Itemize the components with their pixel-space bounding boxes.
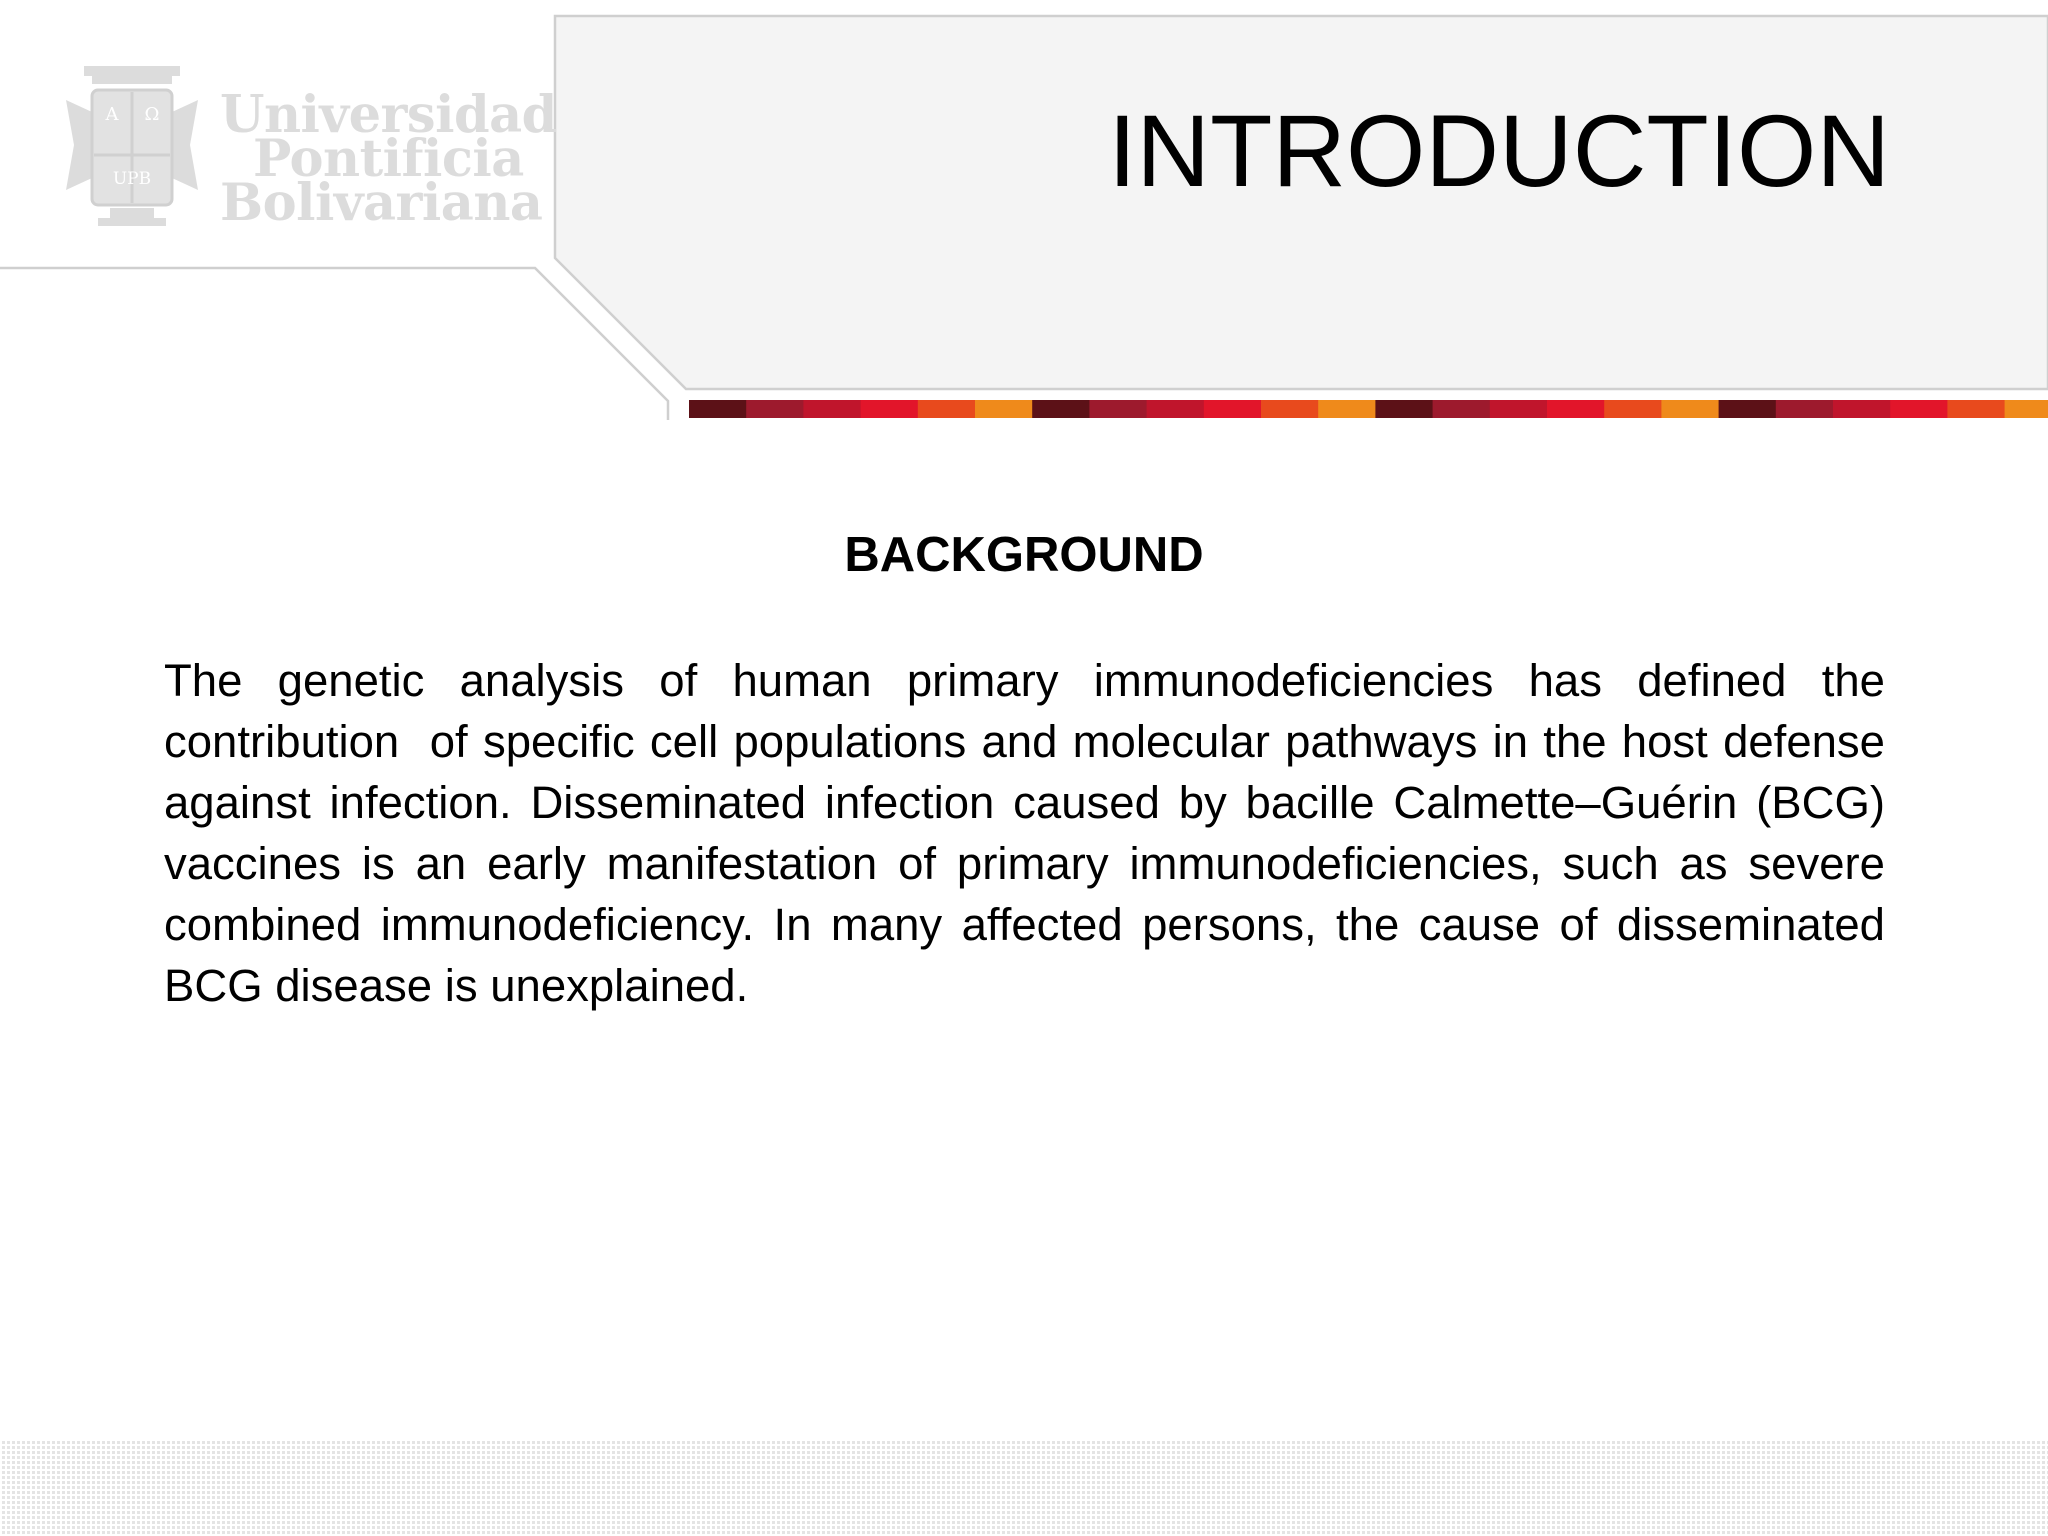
stripe-segment	[1547, 400, 1605, 418]
frame-line	[0, 268, 668, 420]
stripe-segment	[746, 400, 804, 418]
stripe-segment	[1261, 400, 1319, 418]
seal-upb: UPB	[112, 169, 152, 189]
stripe-segment	[1947, 400, 2005, 418]
stripe-segment	[1719, 400, 1777, 418]
stripe-segment	[918, 400, 976, 418]
stripe-segment	[1433, 400, 1491, 418]
stripe-segment	[1089, 400, 1147, 418]
seal-omega: Ω	[144, 104, 160, 125]
stripe-segment	[1375, 400, 1433, 418]
stripe-segment	[1776, 400, 1834, 418]
footer-pattern	[0, 1441, 2048, 1536]
section-heading: BACKGROUND	[844, 528, 1204, 582]
stripe-segment	[2005, 400, 2048, 418]
stripe-segment	[1318, 400, 1376, 418]
logo-word-universidad: Universidad	[220, 85, 557, 145]
stripe-segment	[1032, 400, 1090, 418]
stripe-segment	[1490, 400, 1548, 418]
stripe-segment	[1604, 400, 1662, 418]
color-stripe	[689, 400, 2048, 418]
university-logo	[52, 60, 557, 240]
slide-title: INTRODUCTION	[1108, 94, 1890, 208]
body-paragraph: The genetic analysis of human primary immunodeficiencies has defined the contribution of specific cell populations and molecular pathways in the host defense against infection. Disseminated infection caused by bacille Calmette–Guérin (BCG) vaccines is an early manifestation of primary immunodeficiencies, such as severe combined immunodeficiency. In many affected persons, the cause of disseminated BCG disease is unexplained.	[164, 655, 1923, 1011]
stripe-segment	[1890, 400, 1948, 418]
stripe-segment	[689, 400, 747, 418]
stripe-segment	[803, 400, 861, 418]
stripe-segment	[1147, 400, 1205, 418]
stripe-segment	[1833, 400, 1891, 418]
stripe-segment	[1661, 400, 1719, 418]
stripe-segment	[1204, 400, 1262, 418]
stripe-segment	[861, 400, 919, 418]
stripe-segment	[975, 400, 1033, 418]
seal-alpha: A	[105, 104, 119, 125]
university-seal-icon	[52, 60, 212, 230]
logo-word-pontificia: Pontificia	[253, 129, 524, 189]
logo-word-bolivariana: Bolivariana	[220, 173, 543, 233]
